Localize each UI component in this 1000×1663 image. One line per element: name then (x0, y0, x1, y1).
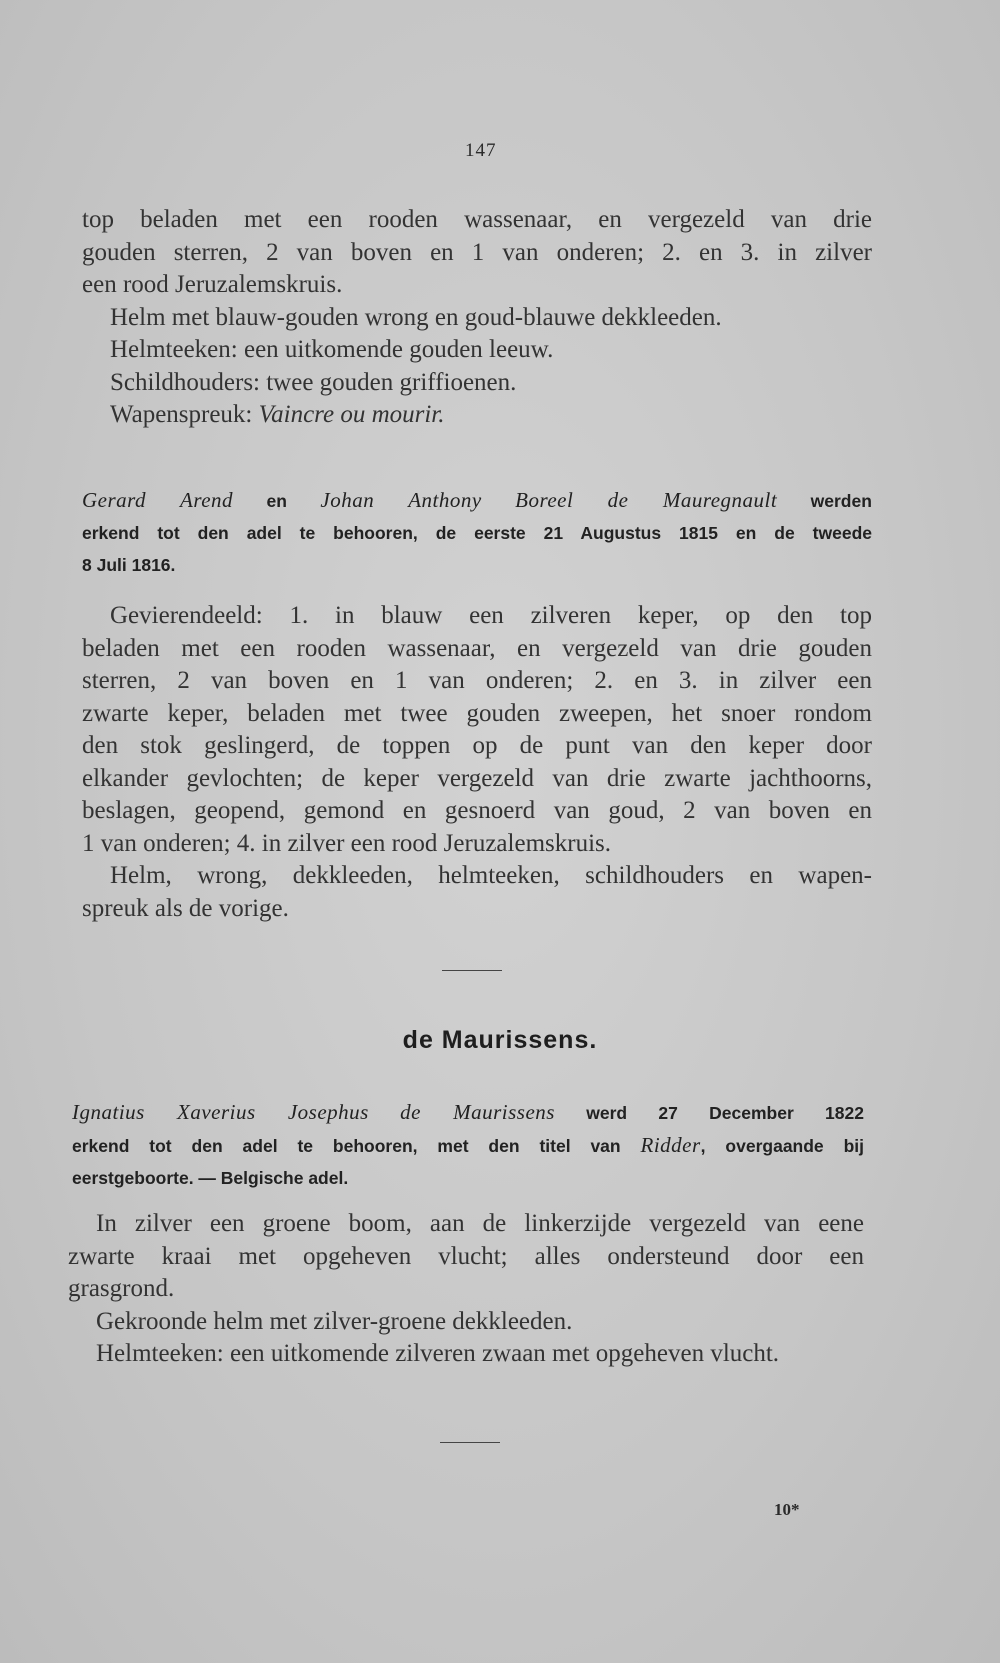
helmteeken-line: Helmteeken: een uitkomende zilveren zwaan met opgeheven vlucht. (96, 1340, 780, 1367)
text-line: zwarte kraai met opgeheven vlucht; alles ondersteund door een (68, 1242, 864, 1270)
notice-line: 8 Juli 1816. (82, 555, 176, 575)
text-line: beladen met een rooden wassenaar, en vergezeld van drie gouden (82, 634, 872, 662)
notice-line (82, 484, 872, 517)
notice-text: werd 27 December 1822 (586, 1103, 864, 1123)
ennoblement-notice-2 (72, 1096, 864, 1194)
schildhouders-line: Schildhouders: twee gouden griffioenen. (110, 368, 517, 396)
wapenspreuk-line (82, 399, 872, 432)
ennoblement-notice-1 (82, 484, 872, 581)
helm-line: Gekroonde helm met zilver-groene dekkleeden. (96, 1307, 573, 1335)
section-heading: de Maurissens. (402, 1026, 598, 1054)
text-line: beslagen, geopend, gemond en gesnoerd van goud, 2 van boven en (82, 797, 872, 824)
text-line: grasgrond. (68, 1275, 175, 1302)
given-name-1: Gerard Arend (82, 488, 234, 512)
wapenspreuk-label: Wapenspreuk: (110, 401, 253, 428)
notice-line (72, 1096, 864, 1129)
text-line: 1 van onderen; 4. in zilver een rood Jeruzalemskruis. (82, 829, 611, 857)
helmteeken-line: Helmteeken: een uitkomende gouden leeuw. (110, 336, 554, 363)
text-line: Gevierendeeld: 1. in blauw een zilveren keper, op den top (110, 602, 872, 629)
blazon-3 (68, 1208, 864, 1371)
wapenspreuk-text: Vaincre ou mourir. (258, 401, 445, 428)
helm-line: spreuk als de vorige. (82, 894, 289, 922)
title-ridder: Ridder (640, 1133, 701, 1157)
text-line: sterren, 2 van boven en 1 van onderen; 2. en 3. in zilver een (82, 667, 872, 694)
text-line: top beladen met een rooden wassenaar, en vergezeld van drie (82, 206, 872, 233)
text-line: gouden sterren, 2 van boven en 1 van onderen; 2. en 3. in zilver (82, 238, 872, 266)
notice-line (72, 1129, 864, 1162)
text-line: den stok geslingerd, de toppen op de punt van den keper door (82, 732, 872, 759)
notice-line: erkend tot den adel te behooren, de eerste 21 Augustus 1815 en de tweede (82, 523, 872, 543)
notice-line: eerstgeboorte. — Belgische adel. (72, 1168, 349, 1188)
notice-text: erkend tot den adel te behooren, met den titel van (72, 1136, 621, 1156)
helm-line: Helm, wrong, dekkleeden, helmteeken, schildhouders en wapen- (110, 862, 872, 889)
family-name: Boreel de Mauregnault (515, 488, 778, 512)
notice-text: werden (810, 491, 872, 511)
section-divider (442, 970, 502, 971)
text-line: elkander gevlochten; de keper vergezeld van drie zwarte jachthoorns, (82, 764, 872, 792)
text-line: zwarte keper, beladen met twee gouden zweepen, het snoer rondom (82, 699, 872, 727)
blazon-2 (82, 600, 872, 925)
section-divider (440, 1442, 500, 1443)
signature-mark: 10* (774, 1500, 800, 1519)
family-name: de Maurissens (400, 1100, 555, 1124)
given-names: Ignatius Xaverius Josephus (72, 1100, 369, 1124)
notice-text: , overgaande bij (700, 1136, 864, 1156)
conjunction: en (266, 491, 287, 511)
page-number: 147 (465, 140, 497, 161)
blazon-continuation (82, 204, 872, 432)
helm-line: Helm met blauw-gouden wrong en goud-blauwe dekkleeden. (110, 303, 722, 331)
text-line: In zilver een groene boom, aan de linkerzijde vergezeld van eene (96, 1210, 864, 1237)
given-name-2: Johan Anthony (320, 488, 482, 512)
text-line: een rood Jeruzalemskruis. (82, 271, 343, 298)
